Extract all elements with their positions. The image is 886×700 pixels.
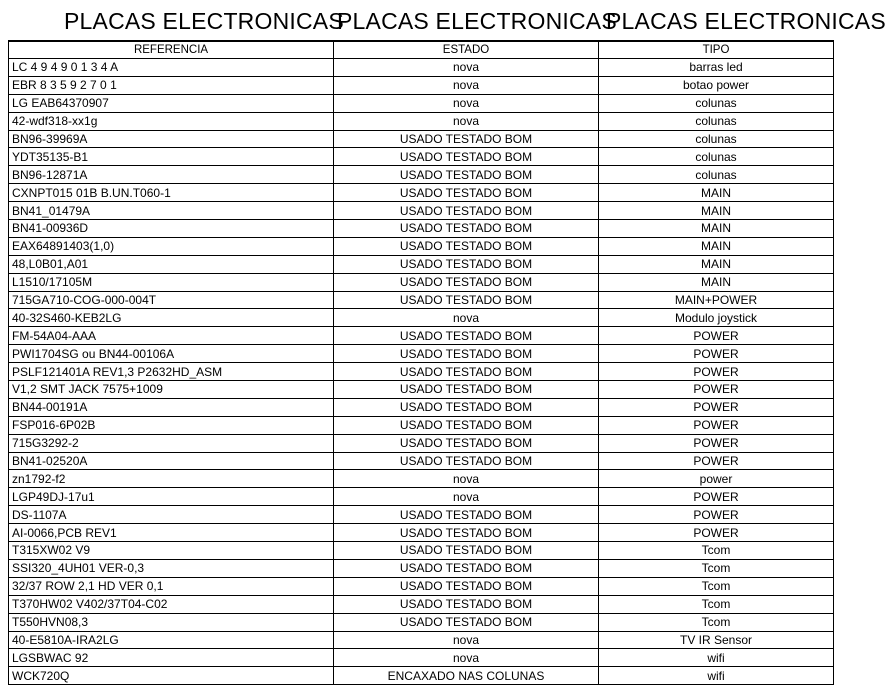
table-row <box>9 452 834 470</box>
header-tipo: TIPO <box>599 41 834 59</box>
table-row <box>9 595 834 613</box>
cell-tipo: Tcom <box>599 595 834 613</box>
cell-estado: USADO TESTADO BOM <box>334 184 599 202</box>
cell-referencia: BN41-02520A <box>9 452 334 470</box>
table-row <box>9 631 834 649</box>
cell-referencia: T370HW02 V402/37T04-C02 <box>9 595 334 613</box>
cell-estado: USADO TESTADO BOM <box>334 559 599 577</box>
cell-referencia: PSLF121401A REV1,3 P2632HD_ASM <box>9 363 334 381</box>
table-row <box>9 220 834 238</box>
cell-estado: USADO TESTADO BOM <box>334 506 599 524</box>
cell-estado: USADO TESTADO BOM <box>334 524 599 542</box>
cell-referencia: LG EAB64370907 <box>9 94 334 112</box>
cell-referencia: BN41_01479A <box>9 202 334 220</box>
cell-estado: USADO TESTADO BOM <box>334 220 599 238</box>
cell-estado: USADO TESTADO BOM <box>334 381 599 399</box>
cell-estado: USADO TESTADO BOM <box>334 416 599 434</box>
cell-referencia: CXNPT015 01B B.UN.T060-1 <box>9 184 334 202</box>
cell-referencia: BN44-00191A <box>9 398 334 416</box>
cell-tipo: Tcom <box>599 559 834 577</box>
cell-referencia: LGSBWAC 92 <box>9 649 334 667</box>
cell-tipo: colunas <box>599 112 834 130</box>
cell-tipo: POWER <box>599 452 834 470</box>
table-row <box>9 488 834 506</box>
table-row <box>9 112 834 130</box>
cell-estado: USADO TESTADO BOM <box>334 237 599 255</box>
table-row <box>9 202 834 220</box>
cell-tipo: MAIN <box>599 184 834 202</box>
table-row <box>9 255 834 273</box>
table-row <box>9 577 834 595</box>
cell-referencia: FM-54A04-AAA <box>9 327 334 345</box>
cell-tipo: colunas <box>599 148 834 166</box>
cell-estado: USADO TESTADO BOM <box>334 398 599 416</box>
cell-estado: nova <box>334 94 599 112</box>
header-referencia: REFERENCIA <box>9 41 334 59</box>
cell-tipo: Tcom <box>599 613 834 631</box>
table-row <box>9 398 834 416</box>
cell-estado: nova <box>334 76 599 94</box>
cell-referencia: EAX64891403(1,0) <box>9 237 334 255</box>
cell-estado: USADO TESTADO BOM <box>334 452 599 470</box>
title-referencia: PLACAS ELECTRONICAS <box>64 8 344 34</box>
cell-tipo: Modulo joystick <box>599 309 834 327</box>
cell-referencia: SSI320_4UH01 VER-0,3 <box>9 559 334 577</box>
table-row <box>9 273 834 291</box>
table-row <box>9 381 834 399</box>
cell-tipo: POWER <box>599 524 834 542</box>
cell-estado: nova <box>334 649 599 667</box>
title-estado: PLACAS ELECTRONICAS <box>337 8 617 34</box>
table-row <box>9 667 834 685</box>
cell-estado: nova <box>334 631 599 649</box>
cell-referencia: AI-0066,PCB REV1 <box>9 524 334 542</box>
table-row <box>9 416 834 434</box>
header-estado: ESTADO <box>334 41 599 59</box>
cell-referencia: WCK720Q <box>9 667 334 685</box>
table-row <box>9 363 834 381</box>
cell-estado: USADO TESTADO BOM <box>334 291 599 309</box>
cell-tipo: barras led <box>599 59 834 77</box>
table-row <box>9 345 834 363</box>
cell-referencia: YDT35135-B1 <box>9 148 334 166</box>
table-row <box>9 327 834 345</box>
cell-referencia: 715G3292-2 <box>9 434 334 452</box>
cell-referencia: 42-wdf318-xx1g <box>9 112 334 130</box>
cell-estado: USADO TESTADO BOM <box>334 345 599 363</box>
cell-tipo: POWER <box>599 434 834 452</box>
table-row <box>9 59 834 77</box>
cell-referencia: L1510/17105M <box>9 273 334 291</box>
cell-referencia: EBR 8 3 5 9 2 7 0 1 <box>9 76 334 94</box>
cell-referencia: BN96-12871A <box>9 166 334 184</box>
table-body <box>9 59 834 685</box>
cell-tipo: botao power <box>599 76 834 94</box>
table-row <box>9 524 834 542</box>
cell-estado: nova <box>334 470 599 488</box>
header-row <box>9 41 834 59</box>
cell-tipo: MAIN <box>599 273 834 291</box>
cell-referencia: PWI1704SG ou BN44-00106A <box>9 345 334 363</box>
cell-referencia: LGP49DJ-17u1 <box>9 488 334 506</box>
cell-tipo: colunas <box>599 94 834 112</box>
cell-referencia: 40-E5810A-IRA2LG <box>9 631 334 649</box>
cell-referencia: 48,L0B01,A01 <box>9 255 334 273</box>
table-row <box>9 130 834 148</box>
table-row <box>9 76 834 94</box>
cell-tipo: POWER <box>599 327 834 345</box>
cell-tipo: MAIN <box>599 237 834 255</box>
cell-referencia: LC 4 9 4 9 0 1 3 4 A <box>9 59 334 77</box>
cell-referencia: 40-32S460-KEB2LG <box>9 309 334 327</box>
cell-estado: USADO TESTADO BOM <box>334 255 599 273</box>
cell-referencia: T315XW02 V9 <box>9 542 334 560</box>
cell-estado: nova <box>334 59 599 77</box>
cell-tipo: Tcom <box>599 577 834 595</box>
cell-estado: nova <box>334 309 599 327</box>
table-row <box>9 166 834 184</box>
cell-estado: ENCAXADO NAS COLUNAS <box>334 667 599 685</box>
cell-tipo: Tcom <box>599 542 834 560</box>
cell-referencia: V1,2 SMT JACK 7575+1009 <box>9 381 334 399</box>
table-row <box>9 291 834 309</box>
table-row <box>9 184 834 202</box>
cell-tipo: POWER <box>599 416 834 434</box>
table-row <box>9 434 834 452</box>
cell-estado: USADO TESTADO BOM <box>334 202 599 220</box>
cell-tipo: power <box>599 470 834 488</box>
table-row <box>9 470 834 488</box>
cell-tipo: colunas <box>599 130 834 148</box>
cell-estado: nova <box>334 112 599 130</box>
cell-referencia: BN41-00936D <box>9 220 334 238</box>
cell-estado: USADO TESTADO BOM <box>334 148 599 166</box>
cell-tipo: MAIN+POWER <box>599 291 834 309</box>
table-row <box>9 94 834 112</box>
cell-referencia: 715GA710-COG-000-004T <box>9 291 334 309</box>
cell-referencia: 32/37 ROW 2,1 HD VER 0,1 <box>9 577 334 595</box>
cell-tipo: POWER <box>599 398 834 416</box>
cell-estado: USADO TESTADO BOM <box>334 273 599 291</box>
cell-estado: USADO TESTADO BOM <box>334 327 599 345</box>
cell-referencia: DS-1107A <box>9 506 334 524</box>
table-row <box>9 649 834 667</box>
cell-estado: USADO TESTADO BOM <box>334 613 599 631</box>
title-row <box>0 0 886 40</box>
cell-tipo: MAIN <box>599 202 834 220</box>
table-row <box>9 506 834 524</box>
cell-referencia: FSP016-6P02B <box>9 416 334 434</box>
cell-estado: USADO TESTADO BOM <box>334 577 599 595</box>
cell-estado: USADO TESTADO BOM <box>334 166 599 184</box>
cell-tipo: POWER <box>599 345 834 363</box>
cell-tipo: POWER <box>599 381 834 399</box>
cell-tipo: wifi <box>599 649 834 667</box>
cell-estado: USADO TESTADO BOM <box>334 434 599 452</box>
cell-tipo: POWER <box>599 488 834 506</box>
cell-referencia: BN96-39969A <box>9 130 334 148</box>
cell-tipo: MAIN <box>599 220 834 238</box>
boards-table <box>8 40 834 685</box>
title-tipo: PLACAS ELECTRONICAS <box>606 8 886 34</box>
cell-referencia: T550HVN08,3 <box>9 613 334 631</box>
cell-tipo: colunas <box>599 166 834 184</box>
table-row <box>9 309 834 327</box>
table-row <box>9 559 834 577</box>
table-row <box>9 542 834 560</box>
cell-tipo: POWER <box>599 506 834 524</box>
cell-estado: USADO TESTADO BOM <box>334 363 599 381</box>
table-row <box>9 613 834 631</box>
cell-estado: USADO TESTADO BOM <box>334 130 599 148</box>
cell-referencia: zn1792-f2 <box>9 470 334 488</box>
cell-estado: nova <box>334 488 599 506</box>
table-row <box>9 237 834 255</box>
cell-tipo: wifi <box>599 667 834 685</box>
cell-tipo: TV IR Sensor <box>599 631 834 649</box>
cell-estado: USADO TESTADO BOM <box>334 595 599 613</box>
table-row <box>9 148 834 166</box>
cell-tipo: POWER <box>599 363 834 381</box>
cell-estado: USADO TESTADO BOM <box>334 542 599 560</box>
cell-tipo: MAIN <box>599 255 834 273</box>
